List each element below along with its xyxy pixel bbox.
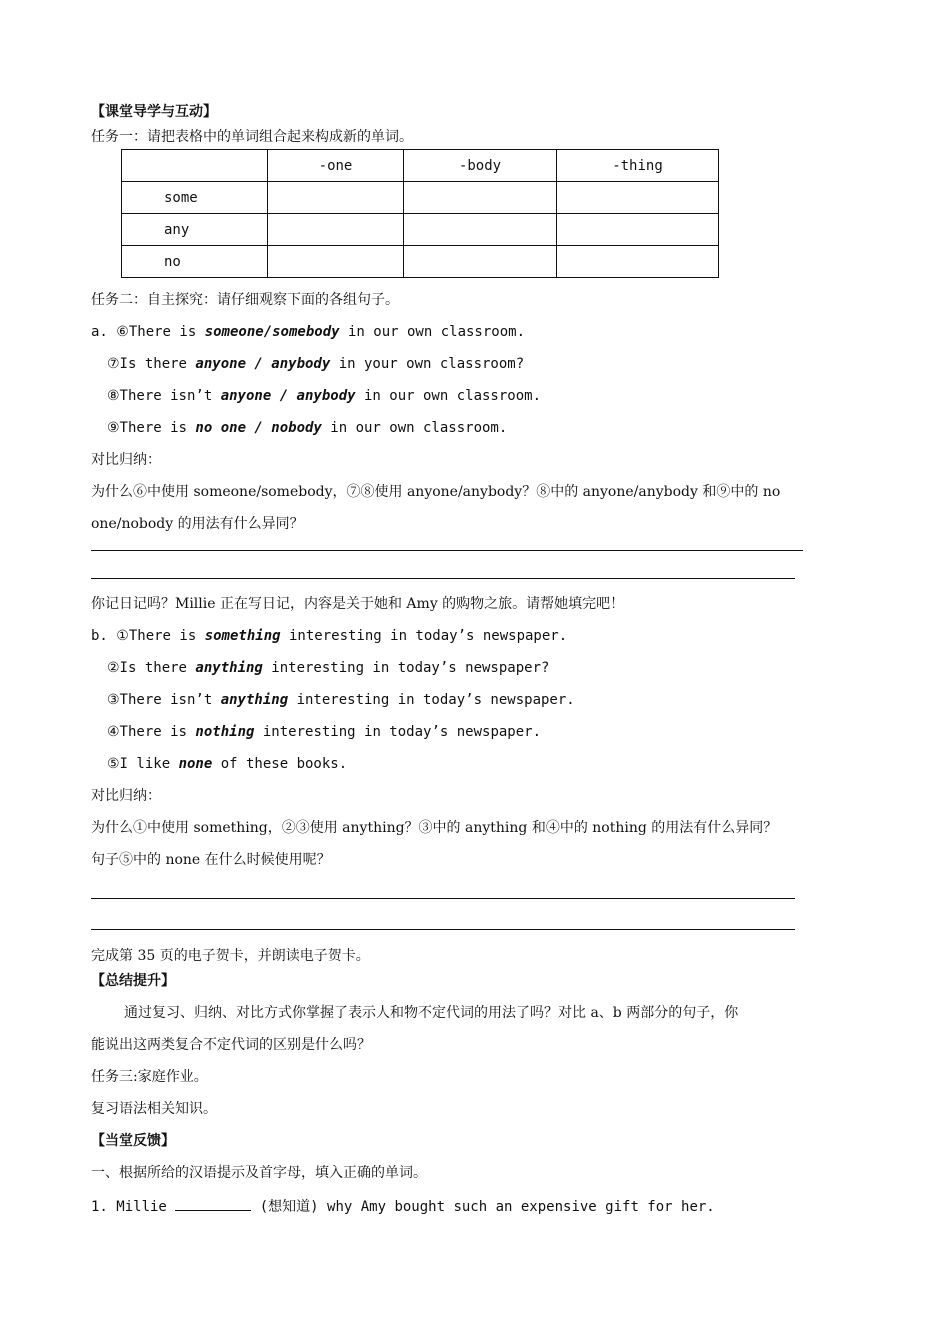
sentence-emphasis: something [204,628,281,644]
table-row-label: some [122,182,268,214]
sentence-b4 [107,723,541,741]
sentence-text: ③There isn’t [107,692,221,708]
sentence-b1 [91,627,567,645]
sentence-text: ④There is [107,724,196,740]
sentence-b5 [107,755,347,773]
diary-intro: 你记日记吗？Millie 正在写日记，内容是关于她和 Amy 的购物之旅。请帮她填完吧！ [91,596,625,612]
section-heading-guide: 【课堂导学与互动】 [91,104,217,120]
table-cell-blank [268,214,404,246]
summary-line-1: 通过复习、归纳、对比方式你掌握了表示人和物不定代词的用法了吗？对比 a、b 两部分的句子，你 [124,1005,739,1021]
exercise-text: (想知道) why Amy bought such an expensive gift for her. [251,1199,715,1215]
task-three-instruction: 任务三:家庭作业。 [91,1069,208,1085]
table-header-row [122,150,719,182]
section-heading-feedback: 【当堂反馈】 [91,1133,175,1149]
sentence-text: ②Is there [107,660,196,676]
table-cell-blank [557,214,719,246]
table-header-thing: -thing [557,150,719,182]
word-combination-table [121,149,719,278]
sentence-text: in our own classroom. [339,324,525,340]
table-cell-blank [404,246,557,278]
table-cell-blank [404,214,557,246]
question-a-line-2: one/nobody 的用法有什么异同？ [91,516,304,532]
answer-line [91,929,795,930]
answer-line [91,578,795,579]
exercise-title: 一、根据所给的汉语提示及首字母，填入正确的单词。 [91,1165,427,1181]
review-instruction: 复习语法相关知识。 [91,1101,217,1117]
table-header-empty [122,150,268,182]
sentence-text: interesting in today’s newspaper. [288,692,575,708]
ecard-instruction: 完成第 35 页的电子贺卡，并朗读电子贺卡。 [91,948,370,964]
sentence-text: in our own classroom. [355,388,541,404]
compare-label-a: 对比归纳： [91,452,161,468]
sentence-a6 [91,323,525,341]
sentence-a8 [107,387,541,405]
sentence-emphasis: nothing [195,724,255,740]
question-b-line-2: 句子⑤中的 none 在什么时候使用呢？ [91,852,331,868]
table-row-label: no [122,246,268,278]
sentence-text: interesting in today’s newspaper. [254,724,542,740]
answer-line [91,898,795,899]
task-two-instruction: 任务二：自主探究：请仔细观察下面的各组句子。 [91,292,399,308]
sentence-emphasis: anything [195,660,263,676]
table-cell-blank [268,182,404,214]
sentence-b3 [107,691,575,709]
sentence-text: ⑤I like [107,756,179,772]
table-header-body: -body [404,150,557,182]
section-heading-summary: 【总结提升】 [91,973,175,989]
table-cell-blank [557,182,719,214]
sentence-text: of these books. [212,756,348,772]
sentence-emphasis: anyone / anybody [220,388,356,404]
sentence-emphasis: none [178,756,213,772]
exercise-text: 1. Millie [91,1199,176,1215]
sentence-a9 [107,419,507,437]
sentence-text: in our own classroom. [321,420,508,436]
sentence-text: interesting in today’s newspaper. [280,628,568,644]
answer-line [91,550,803,551]
sentence-b2 [107,659,549,677]
sentence-text: a. ⑥There is [91,324,205,340]
sentence-text: interesting in today’s newspaper? [262,660,550,676]
table-row [122,182,719,214]
question-b-line-1: 为什么①中使用 something，②③使用 anything？③中的 anything 和④中的 nothing 的用法有什么异同？ [91,820,778,836]
table-cell-blank [404,182,557,214]
sentence-text: ⑧There isn’t [107,388,221,404]
sentence-text: ⑨There is [107,420,196,436]
table-cell-blank [268,246,404,278]
table-cell-blank [557,246,719,278]
sentence-emphasis: anything [220,692,289,708]
sentence-text: in your own classroom? [330,356,525,372]
sentence-emphasis: someone/somebody [204,324,340,340]
fill-blank[interactable] [175,1196,251,1211]
sentence-emphasis: anyone / anybody [195,356,331,372]
sentence-emphasis: no one / nobody [195,420,322,436]
table-row-label: any [122,214,268,246]
task-one-instruction: 任务一：请把表格中的单词组合起来构成新的单词。 [91,129,413,145]
sentence-text: b. ①There is [91,628,205,644]
table-row [122,246,719,278]
sentence-text: ⑦Is there [107,356,196,372]
exercise-item-1 [91,1196,715,1216]
summary-line-2: 能说出这两类复合不定代词的区别是什么吗？ [91,1037,371,1053]
question-a-line-1: 为什么⑥中使用 someone/somebody，⑦⑧使用 anyone/anybody？⑧中的 anyone/anybody 和⑨中的 no [91,484,781,500]
table-row [122,214,719,246]
sentence-a7 [107,355,524,373]
table-header-one: -one [268,150,404,182]
compare-label-b: 对比归纳： [91,788,161,804]
